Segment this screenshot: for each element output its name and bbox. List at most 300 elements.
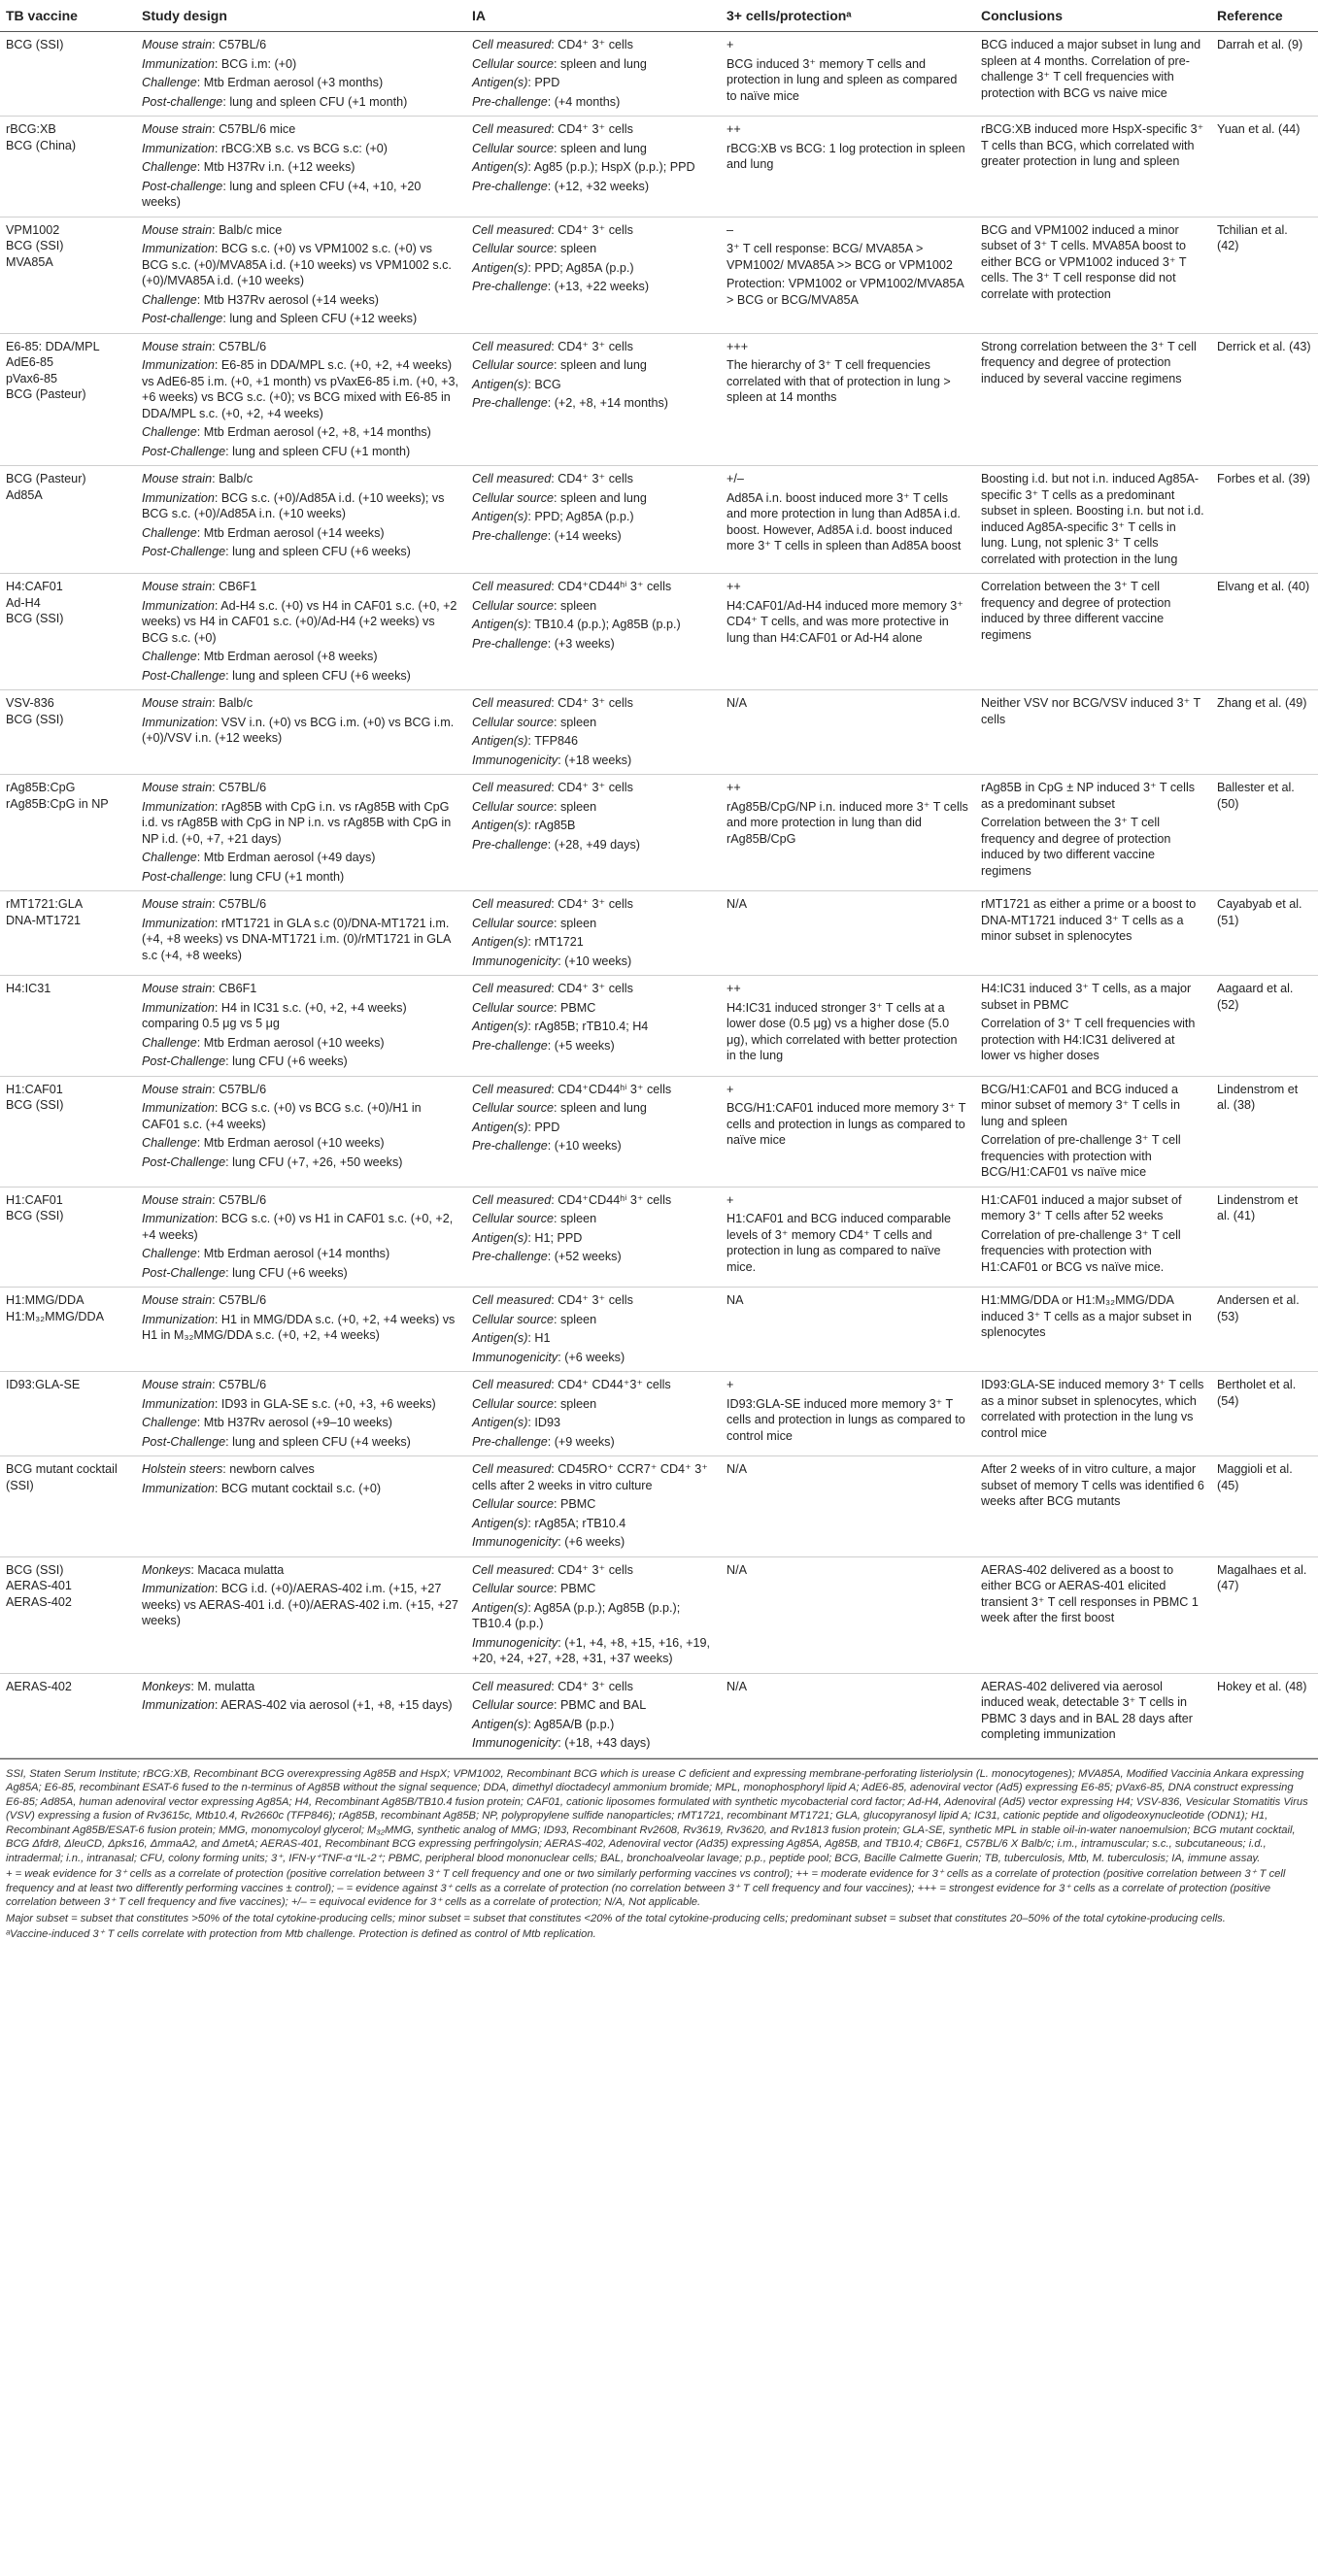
- ia-label: Antigen(s): [472, 1020, 528, 1033]
- cell-study-design: [136, 117, 466, 217]
- ia-entry: Cell measured: CD4⁺ 3⁺ cells: [472, 1679, 633, 1693]
- cell-conclusions: [975, 775, 1211, 891]
- cell-ia: [466, 217, 721, 333]
- protection-text: ++: [727, 580, 741, 593]
- ia-entry: Cell measured: CD4⁺ CD44⁺3⁺ cells: [472, 1378, 671, 1391]
- design-label: Challenge: [142, 525, 197, 540]
- vaccine-name: BCG mutant cocktail (SSI): [6, 1462, 118, 1492]
- ia-value: spleen and lung: [560, 490, 647, 505]
- vaccine-name: BCG (Pasteur): [6, 387, 86, 401]
- design-entry: Post-challenge: lung and spleen CFU (+4, +10, +20 weeks): [142, 179, 422, 209]
- ia-value: Ag85A/B (p.p.): [533, 1717, 615, 1731]
- ia-label: Pre-challenge: [472, 1139, 548, 1153]
- ia-value: (+13, +22 weeks): [554, 280, 650, 293]
- design-label: Post-Challenge: [142, 1434, 226, 1449]
- protection-text: H4:CAF01/Ad-H4 induced more memory 3⁺ CD4⁺ T cells, and was more protective in lung than H4:CAF01 or Ad-H4 alone: [727, 598, 963, 645]
- ia-value: CD4⁺ 3⁺ cells: [558, 1293, 633, 1307]
- design-value: C57BL/6: [219, 1192, 267, 1207]
- ia-entry: Pre-challenge: (+13, +22 weeks): [472, 280, 650, 293]
- reference-link[interactable]: Andersen et al. (53): [1217, 1293, 1300, 1323]
- cell-conclusions: [975, 333, 1211, 466]
- ia-label: Cellular source: [472, 1101, 554, 1115]
- design-entry: Challenge: Mtb Erdman aerosol (+10 weeks): [142, 1136, 385, 1150]
- table-row: [0, 1372, 1318, 1456]
- vaccine-name: DNA-MT1721: [6, 913, 81, 927]
- reference-link[interactable]: Forbes et al. (39): [1217, 472, 1310, 485]
- design-value: Ad-H4 s.c. (+0) vs H4 in CAF01 s.c. (+0, +2 weeks) vs H4 in CAF01 s.c. (+0)/Ad-H4 (+2 weeks) vs BCG s.c. (+0): [142, 598, 457, 645]
- reference-link[interactable]: Lindenstrom et al. (41): [1217, 1192, 1299, 1222]
- vaccine-name: AERAS-402: [6, 1594, 72, 1609]
- design-value: lung CFU (+1 month): [229, 869, 345, 884]
- ia-label: Cell measured: [472, 580, 552, 593]
- design-entry: Immunization: BCG s.c. (+0) vs VPM1002 s.c. (+0) vs BCG s.c. (+0)/MVA85A i.d. (+10 weeks) vs VPM1002 s.c. (+0)/MVA85A i.d. (+10 weeks): [142, 242, 452, 287]
- design-entry: Holstein steers: newborn calves: [142, 1462, 315, 1476]
- ia-label: Cell measured: [472, 1192, 552, 1207]
- design-value: rBCG:XB s.c. vs BCG s.c: (+0): [220, 141, 388, 155]
- vaccine-name: pVax6-85: [6, 371, 57, 385]
- table-row: [0, 1556, 1318, 1673]
- ia-entry: Cellular source: spleen: [472, 916, 597, 930]
- design-label: Immunization: [142, 598, 215, 613]
- cell-ia: [466, 1673, 721, 1757]
- design-label: Mouse strain: [142, 781, 213, 794]
- protection-text: 3⁺ T cell response: BCG/ MVA85A > VPM1002/ MVA85A >> BCG or VPM1002: [727, 242, 953, 272]
- design-label: Immunization: [142, 1582, 215, 1595]
- ia-value: BCG: [534, 377, 561, 391]
- ia-label: Cell measured: [472, 222, 552, 237]
- design-entry: Mouse strain: C57BL/6: [142, 897, 267, 911]
- header-conclusions: Conclusions: [975, 0, 1211, 32]
- vaccine-name: rAg85B:CpG in NP: [6, 796, 109, 811]
- design-label: Mouse strain: [142, 1378, 213, 1391]
- header-study-design: Study design: [136, 0, 466, 32]
- design-entry: Post-Challenge: lung and spleen CFU (+1 month): [142, 444, 411, 458]
- conclusions-text: rAg85B in CpG ± NP induced 3⁺ T cells as a predominant subset: [981, 781, 1196, 811]
- cell-study-design: [136, 333, 466, 466]
- ia-value: spleen: [560, 715, 597, 729]
- design-value: rAg85B with CpG i.n. vs rAg85B with CpG i.d. vs rAg85B with CpG in NP i.n. vs rAg85B with CpG in NP i.d. (+0, +7, +21 days): [142, 799, 452, 846]
- design-value: rMT1721 in GLA s.c (0)/DNA-MT1721 i.m. (+4, +8 weeks) vs DNA-MT1721 i.m. (0)/rMT1721 in GLA s.c (+4, +8 weeks): [142, 916, 451, 962]
- reference-link[interactable]: Bertholet et al. (54): [1217, 1378, 1297, 1408]
- design-entry: Post-Challenge: lung CFU (+6 weeks): [142, 1054, 348, 1068]
- protection-text: Ad85A i.n. boost induced more 3⁺ T cells and more protection in lung than Ad85A i.d. boost. However, Ad85A i.d. boost induced more 3⁺ T cells in spleen than Ad85A boost: [727, 490, 962, 552]
- cell-ia: [466, 1288, 721, 1372]
- design-entry: Immunization: H4 in IC31 s.c. (+0, +2, +4 weeks) comparing 0.5 μg vs 5 μg: [142, 1000, 407, 1030]
- reference-link[interactable]: Ballester et al. (50): [1217, 781, 1295, 811]
- ia-label: Cell measured: [472, 696, 552, 710]
- footnote: SSI, Staten Serum Institute; rBCG:XB, Recombinant BCG overexpressing Ag85B and HspX; VPM1002, Recombinant BCG which is urease C deficient and expressing membrane-perforating listeriolysin (L. monocytogenes); MVA85A, Modified Vaccinia Ankara expressing Ag85A; E6-85, recombinant ESAT-6 fused to the n-terminus of Ag85B without the signal sequence; DDA, dimethyl dioctadecyl ammonium bromide; MPL, monophosphoryl lipid A; AdE6-85, adenoviral vector (Ad5) expressing E6-85; pVax6-85, DNA construct expressing E6-85; Ad85A, human adenoviral vector expressing Ag85A; H4, Recombinant Ag85B/TB10.4 fusion protein; CAF01, cationic liposomes formulated with synthetic mycobacterial cord factor; Ad-H4, Adenoviral (Ad5) vector expressing H4; VSV-836, Vesicular Stomatitis Virus (VSV) expressing a fusion of Rv3615c, Mtb10.4, Rv2660c (TFP846); rAg85B, recombinant Ag85B; NP, polypropylene sulfide nanoparticles; rMT1721, recombinant MT1721; GLA, glucopyranosyl lipid A; IC31, cationic peptide and oligodeoxynucleotide (ODN1); H1, Recombinant Ag85B/ESAT-6 fusion protein; MMG, monomycoloyl glycerol; M₃₂MMG, synthetic analog of MMG; ID93, Recombinant Rv2608, Rv3619, Rv3620, and Rv1813 fusion protein; GLA-SE, synthetic MPL in stable oil-in-water nanoemulsion; BCG mutant cocktail, BCG Δfdr8, ΔleuCD, Δpks16, ΔmmaA2, and ΔmetA; AERAS-401, Recombinant BCG expressing perfringolysin; AERAS-402, Adenoviral vector (Ad35) expressing Ag85A, Ag85B, and TB10.4; CB6F1, C57BL/6 X Balb/c; i.m., intramuscular; s.c., subcutaneous; i.d., intradermal; i.n., intranasal; CFU, colony forming units; 3⁺, IFN-γ⁺TNF-α⁺IL-2⁺; PBMC, peripheral blood mononuclear cells; BAL, bronchoalveolar lavage; p.p., peptide pool; BCG, Bacille Calmette Guerin; TB, tuberculosis, Mtb, M. tuberculosis; IA, immune assay.: [6, 1767, 1308, 1864]
- design-entry: Mouse strain: C57BL/6: [142, 1378, 267, 1391]
- ia-entry: Cell measured: CD4⁺ 3⁺ cells: [472, 472, 633, 485]
- design-value: BCG i.m: (+0): [220, 56, 297, 71]
- ia-value: (+10 weeks): [564, 953, 632, 968]
- ia-entry: Cell measured: CD4⁺ 3⁺ cells: [472, 222, 633, 237]
- ia-value: spleen: [560, 1212, 597, 1225]
- design-label: Post-Challenge: [142, 668, 226, 683]
- table-row: [0, 466, 1318, 574]
- ia-label: Cell measured: [472, 781, 552, 794]
- ia-entry: Pre-challenge: (+52 weeks): [472, 1250, 622, 1263]
- vaccine-name: BCG (SSI): [6, 712, 64, 726]
- ia-value: spleen and lung: [560, 56, 647, 71]
- table-row: [0, 1187, 1318, 1288]
- cell-conclusions: [975, 574, 1211, 690]
- vaccine-name: rBCG:XB: [6, 122, 56, 136]
- ia-label: Cellular source: [472, 916, 554, 930]
- ia-value: spleen: [560, 916, 597, 930]
- ia-entry: Cellular source: spleen and lung: [472, 56, 647, 71]
- cell-reference: [1211, 976, 1318, 1077]
- protection-text: BCG induced 3⁺ memory T cells and protection in lung and spleen as compared to naïve mice: [727, 56, 958, 103]
- vaccine-name: BCG (Pasteur): [6, 472, 86, 485]
- design-label: Challenge: [142, 1247, 197, 1260]
- protection-text: ++: [727, 122, 741, 136]
- protection-text: ID93:GLA-SE induced more memory 3⁺ T cells and protection in lungs as compared to control mice: [727, 1396, 965, 1443]
- ia-entry: Antigen(s): Ag85 (p.p.); HspX (p.p.); PPD: [472, 160, 695, 174]
- design-entry: Challenge: Mtb Erdman aerosol (+49 days): [142, 851, 376, 864]
- ia-entry: Antigen(s): PPD; Ag85A (p.p.): [472, 260, 634, 275]
- vaccine-name: VSV-836: [6, 696, 54, 710]
- design-value: lung CFU (+6 weeks): [232, 1054, 348, 1068]
- ia-entry: Immunogenicity: (+18, +43 days): [472, 1736, 651, 1750]
- cell-reference: [1211, 1076, 1318, 1187]
- ia-entry: Pre-challenge: (+12, +32 weeks): [472, 179, 650, 193]
- ia-entry: Cellular source: PBMC: [472, 1497, 596, 1511]
- ia-label: Cellular source: [472, 1497, 554, 1511]
- ia-value: (+5 weeks): [554, 1038, 615, 1053]
- design-value: Balb/c: [219, 696, 253, 710]
- design-entry: Challenge: Mtb H37Rv aerosol (+9–10 weeks): [142, 1416, 392, 1429]
- cell-protection: [721, 217, 975, 333]
- design-value: Mtb Erdman aerosol (+3 months): [203, 76, 384, 89]
- design-entry: Immunization: VSV i.n. (+0) vs BCG i.m. (+0) vs BCG i.m. (+0)/VSV i.n. (+12 weeks): [142, 715, 455, 745]
- design-entry: Immunization: BCG i.m: (+0): [142, 56, 297, 71]
- ia-label: Cellular source: [472, 1698, 554, 1712]
- ia-entry: Cellular source: spleen and lung: [472, 358, 647, 372]
- table-row: [0, 1288, 1318, 1372]
- reference-link[interactable]: Elvang et al. (40): [1217, 580, 1310, 593]
- design-entry: Post-Challenge: lung CFU (+6 weeks): [142, 1265, 348, 1280]
- cell-study-design: [136, 1187, 466, 1288]
- cell-ia: [466, 466, 721, 574]
- design-entry: Mouse strain: CB6F1: [142, 982, 257, 995]
- ia-value: CD4⁺CD44ʰⁱ 3⁺ cells: [558, 580, 672, 593]
- table-row: [0, 217, 1318, 333]
- design-value: Mtb Erdman aerosol (+14 weeks): [203, 525, 385, 540]
- conclusions-text: BCG/H1:CAF01 and BCG induced a minor subset of memory 3⁺ T cells in lung and spleen: [981, 1082, 1180, 1128]
- reference-link[interactable]: Lindenstrom et al. (38): [1217, 1082, 1299, 1112]
- table-footnotes: [0, 1758, 1318, 1942]
- design-value: Mtb H37Rv aerosol (+14 weeks): [203, 292, 379, 307]
- design-entry: Immunization: ID93 in GLA-SE s.c. (+0, +3, +6 weeks): [142, 1396, 436, 1411]
- ia-label: Cellular source: [472, 358, 554, 372]
- cell-vaccine: [0, 976, 136, 1077]
- protection-text: BCG/H1:CAF01 induced more memory 3⁺ T cells and protection in lungs as compared to naïve mice: [727, 1101, 966, 1147]
- ia-value: CD4⁺CD44ʰⁱ 3⁺ cells: [558, 1192, 672, 1207]
- reference-link[interactable]: Maggioli et al. (45): [1217, 1462, 1293, 1492]
- ia-label: Cellular source: [472, 1396, 554, 1411]
- cell-conclusions: [975, 1556, 1211, 1673]
- ia-label: Cellular source: [472, 141, 554, 155]
- ia-label: Cellular source: [472, 598, 554, 613]
- ia-entry: Cellular source: spleen: [472, 242, 597, 255]
- design-value: Mtb H37Rv i.n. (+12 weeks): [203, 160, 355, 174]
- design-label: Immunization: [142, 56, 215, 71]
- vaccine-name: BCG (SSI): [6, 1562, 64, 1577]
- design-entry: Challenge: Mtb Erdman aerosol (+14 months): [142, 1247, 390, 1260]
- cell-reference: [1211, 775, 1318, 891]
- cell-ia: [466, 690, 721, 775]
- cell-vaccine: [0, 117, 136, 217]
- design-value: lung and spleen CFU (+6 weeks): [232, 545, 411, 558]
- ia-label: Immunogenicity: [472, 1535, 558, 1549]
- cell-conclusions: [975, 217, 1211, 333]
- ia-entry: Cell measured: CD4⁺CD44ʰⁱ 3⁺ cells: [472, 580, 672, 593]
- conclusions-text: Correlation between the 3⁺ T cell frequency and degree of protection induced by three different vaccine regimens: [981, 580, 1171, 642]
- conclusions-text: Correlation of pre-challenge 3⁺ T cell frequencies with protection with H1:CAF01 or BCG vs naïve mice.: [981, 1227, 1181, 1274]
- cell-study-design: [136, 1556, 466, 1673]
- reference-link[interactable]: Derrick et al. (43): [1217, 339, 1311, 353]
- design-value: Mtb Erdman aerosol (+49 days): [203, 851, 376, 864]
- design-entry: Post-challenge: lung and Spleen CFU (+12 weeks): [142, 312, 418, 325]
- ia-entry: Cellular source: spleen: [472, 1396, 597, 1411]
- ia-entry: Antigen(s): H1: [472, 1331, 551, 1345]
- ia-entry: Cell measured: CD45RO⁺ CCR7⁺ CD4⁺ 3⁺ cells after 2 weeks in vitro culture: [472, 1462, 708, 1492]
- vaccine-name: H4:CAF01: [6, 580, 63, 593]
- design-label: Post-Challenge: [142, 1265, 226, 1280]
- design-entry: Immunization: BCG mutant cocktail s.c. (+0): [142, 1481, 382, 1495]
- ia-value: rAg85A; rTB10.4: [534, 1516, 626, 1530]
- cell-protection: [721, 976, 975, 1077]
- design-entry: Mouse strain: C57BL/6: [142, 1293, 267, 1307]
- reference-link[interactable]: Cayabyab et al. (51): [1217, 897, 1302, 927]
- reference-link[interactable]: Yuan et al. (44): [1217, 122, 1301, 136]
- ia-value: PPD: [534, 1120, 560, 1134]
- design-value: C57BL/6: [219, 897, 267, 911]
- design-entry: Immunization: Ad-H4 s.c. (+0) vs H4 in CAF01 s.c. (+0, +2 weeks) vs H4 in CAF01 s.c. (+0)/Ad-H4 (+2 weeks) vs BCG s.c. (+0): [142, 598, 457, 645]
- ia-entry: Cellular source: PBMC: [472, 1582, 596, 1595]
- protection-text: +: [727, 1082, 734, 1096]
- cell-conclusions: [975, 1076, 1211, 1187]
- ia-label: Antigen(s): [472, 618, 528, 631]
- design-label: Mouse strain: [142, 897, 213, 911]
- ia-label: Immunogenicity: [472, 753, 558, 767]
- ia-value: (+28, +49 days): [554, 837, 640, 852]
- cell-protection: [721, 1456, 975, 1557]
- cell-study-design: [136, 1372, 466, 1456]
- design-label: Immunization: [142, 1312, 215, 1326]
- cell-protection: [721, 1288, 975, 1372]
- cell-ia: [466, 333, 721, 466]
- reference-link[interactable]: Hokey et al. (48): [1217, 1679, 1307, 1693]
- vaccine-name: ID93:GLA-SE: [6, 1378, 81, 1391]
- ia-label: Immunogenicity: [472, 1635, 558, 1650]
- design-value: BCG s.c. (+0) vs BCG s.c. (+0)/H1 in CAF01 s.c. (+4 weeks): [142, 1101, 422, 1131]
- reference-link[interactable]: Zhang et al. (49): [1217, 696, 1307, 710]
- cell-protection: [721, 466, 975, 574]
- design-label: Post-Challenge: [142, 444, 226, 458]
- table-row: [0, 1456, 1318, 1557]
- design-entry: Post-Challenge: lung CFU (+7, +26, +50 weeks): [142, 1154, 403, 1169]
- design-label: Holstein steers: [142, 1462, 223, 1476]
- footnote: Major subset = subset that constitutes >50% of the total cytokine-producing cells; minor subset = subset that constitutes <20% of the total cytokine-producing cells; predominant subset = subset that constitutes 20–50% of the total cytokine-producing cells.: [6, 1912, 1226, 1924]
- ia-entry: Antigen(s): Ag85A (p.p.); Ag85B (p.p.); TB10.4 (p.p.): [472, 1600, 681, 1630]
- design-value: lung and spleen CFU (+4 weeks): [232, 1434, 411, 1449]
- design-label: Mouse strain: [142, 1082, 213, 1096]
- design-value: C57BL/6: [219, 1082, 267, 1096]
- table-row: [0, 1076, 1318, 1187]
- design-value: lung and spleen CFU (+6 weeks): [232, 668, 411, 683]
- ia-entry: Cell measured: CD4⁺ 3⁺ cells: [472, 897, 633, 911]
- ia-label: Immunogenicity: [472, 1350, 558, 1364]
- cell-protection: [721, 574, 975, 690]
- ia-label: Pre-challenge: [472, 1038, 548, 1053]
- design-entry: Immunization: rAg85B with CpG i.n. vs rAg85B with CpG i.d. vs rAg85B with CpG in NP i.n. vs rAg85B with CpG in NP i.d. (+0, +7, +21 days): [142, 799, 452, 846]
- design-entry: Challenge: Mtb Erdman aerosol (+10 weeks): [142, 1035, 385, 1050]
- ia-value: Ag85 (p.p.); HspX (p.p.); PPD: [533, 160, 695, 174]
- design-label: Challenge: [142, 292, 197, 307]
- vaccine-name: AERAS-401: [6, 1579, 72, 1592]
- design-entry: Mouse strain: C57BL/6: [142, 781, 267, 794]
- design-entry: Immunization: BCG s.c. (+0) vs H1 in CAF01 s.c. (+0, +2, +4 weeks): [142, 1212, 454, 1242]
- ia-label: Cellular source: [472, 56, 554, 71]
- table-row: [0, 891, 1318, 976]
- cell-protection: [721, 1372, 975, 1456]
- ia-label: Antigen(s): [472, 510, 528, 523]
- design-value: M. mulatta: [197, 1679, 255, 1693]
- ia-entry: Antigen(s): rAg85A; rTB10.4: [472, 1516, 626, 1530]
- ia-entry: Cell measured: CD4⁺ 3⁺ cells: [472, 38, 633, 51]
- design-entry: Mouse strain: Balb/c: [142, 472, 253, 485]
- ia-entry: Antigen(s): PPD; Ag85A (p.p.): [472, 510, 634, 523]
- ia-entry: Immunogenicity: (+10 weeks): [472, 953, 632, 968]
- design-value: Mtb Erdman aerosol (+10 weeks): [203, 1136, 385, 1150]
- cell-study-design: [136, 690, 466, 775]
- ia-value: CD4⁺ CD44⁺3⁺ cells: [558, 1378, 671, 1391]
- design-entry: Immunization: BCG s.c. (+0) vs BCG s.c. (+0)/H1 in CAF01 s.c. (+4 weeks): [142, 1101, 422, 1131]
- design-value: C57BL/6: [219, 1293, 267, 1307]
- design-label: Mouse strain: [142, 580, 213, 593]
- vaccine-name: BCG (SSI): [6, 1098, 64, 1112]
- ia-entry: Cell measured: CD4⁺ 3⁺ cells: [472, 781, 633, 794]
- design-label: Challenge: [142, 160, 197, 174]
- reference-link[interactable]: Magalhaes et al. (47): [1217, 1562, 1307, 1592]
- conclusions-text: BCG and VPM1002 induced a minor subset of 3⁺ T cells. MVA85A boost to either BCG or VPM1002 induced 3⁺ T cells. The 3⁺ T cell response did not correlate with protection: [981, 222, 1187, 301]
- conclusions-text: H4:IC31 induced 3⁺ T cells, as a major subset in PBMC: [981, 982, 1192, 1012]
- ia-entry: Cellular source: spleen and lung: [472, 141, 647, 155]
- design-label: Mouse strain: [142, 982, 213, 995]
- cell-ia: [466, 32, 721, 117]
- design-value: C57BL/6: [219, 781, 267, 794]
- cell-reference: [1211, 1372, 1318, 1456]
- design-label: Post-Challenge: [142, 545, 226, 558]
- ia-label: Cell measured: [472, 38, 552, 51]
- reference-link[interactable]: Aagaard et al. (52): [1217, 982, 1294, 1012]
- ia-entry: Cell measured: CD4⁺ 3⁺ cells: [472, 339, 633, 353]
- ia-label: Antigen(s): [472, 1516, 528, 1530]
- table-body: [0, 32, 1318, 1758]
- cell-protection: [721, 1187, 975, 1288]
- ia-value: spleen and lung: [560, 358, 647, 372]
- cell-vaccine: [0, 690, 136, 775]
- design-label: Mouse strain: [142, 122, 213, 136]
- ia-value: (+4 months): [554, 94, 621, 109]
- ia-label: Antigen(s): [472, 260, 528, 275]
- ia-value: CD4⁺ 3⁺ cells: [558, 897, 633, 911]
- ia-label: Pre-challenge: [472, 636, 548, 651]
- design-label: Mouse strain: [142, 38, 213, 51]
- cell-vaccine: [0, 466, 136, 574]
- design-entry: Mouse strain: C57BL/6 mice: [142, 122, 296, 136]
- ia-value: CD4⁺ 3⁺ cells: [558, 696, 633, 710]
- table-row: [0, 32, 1318, 117]
- ia-entry: Cell measured: CD4⁺ 3⁺ cells: [472, 122, 633, 136]
- design-entry: Challenge: Mtb H37Rv i.n. (+12 weeks): [142, 160, 355, 174]
- ia-value: PBMC: [560, 1000, 596, 1015]
- ia-value: CD4⁺ 3⁺ cells: [558, 222, 633, 237]
- ia-entry: Pre-challenge: (+28, +49 days): [472, 837, 640, 852]
- ia-entry: Immunogenicity: (+18 weeks): [472, 753, 632, 767]
- ia-value: CD4⁺ 3⁺ cells: [558, 1562, 633, 1577]
- cell-ia: [466, 117, 721, 217]
- ia-entry: Pre-challenge: (+2, +8, +14 months): [472, 396, 668, 410]
- cell-conclusions: [975, 690, 1211, 775]
- design-label: Challenge: [142, 1136, 197, 1150]
- ia-value: CD45RO⁺ CCR7⁺ CD4⁺ 3⁺ cells after 2 weeks in vitro culture: [472, 1462, 708, 1492]
- cell-vaccine: [0, 574, 136, 690]
- ia-label: Cellular source: [472, 1000, 554, 1015]
- ia-entry: Antigen(s): TB10.4 (p.p.); Ag85B (p.p.): [472, 618, 681, 631]
- ia-label: Antigen(s): [472, 76, 528, 89]
- cell-conclusions: [975, 1288, 1211, 1372]
- reference-link[interactable]: Darrah et al. (9): [1217, 38, 1303, 51]
- cell-vaccine: [0, 1372, 136, 1456]
- cell-study-design: [136, 775, 466, 891]
- design-value: H4 in IC31 s.c. (+0, +2, +4 weeks) comparing 0.5 μg vs 5 μg: [142, 1000, 407, 1030]
- ia-value: rMT1721: [534, 935, 584, 949]
- reference-link[interactable]: Tchilian et al. (42): [1217, 222, 1288, 252]
- ia-label: Antigen(s): [472, 819, 528, 832]
- ia-value: H1; PPD: [534, 1230, 583, 1245]
- cell-conclusions: [975, 1187, 1211, 1288]
- design-value: CB6F1: [219, 580, 257, 593]
- design-label: Immunization: [142, 358, 215, 372]
- ia-label: Antigen(s): [472, 377, 528, 391]
- design-value: lung and spleen CFU (+1 month): [232, 444, 411, 458]
- ia-label: Pre-challenge: [472, 1434, 548, 1449]
- design-label: Monkeys: [142, 1562, 191, 1577]
- cell-reference: [1211, 1673, 1318, 1757]
- vaccine-name: rAg85B:CpG: [6, 781, 76, 794]
- cell-reference: [1211, 891, 1318, 976]
- design-label: Immunization: [142, 242, 215, 255]
- cell-vaccine: [0, 1556, 136, 1673]
- ia-label: Antigen(s): [472, 935, 528, 949]
- design-entry: Challenge: Mtb Erdman aerosol (+2, +8, +14 months): [142, 425, 431, 439]
- ia-entry: Antigen(s): rAg85B; rTB10.4; H4: [472, 1020, 649, 1033]
- design-entry: Post-challenge: lung CFU (+1 month): [142, 869, 345, 884]
- design-entry: Immunization: rMT1721 in GLA s.c (0)/DNA-MT1721 i.m. (+4, +8 weeks) vs DNA-MT1721 i.m. (0)/rMT1721 in GLA s.c (+4, +8 weeks): [142, 916, 451, 962]
- ia-value: rAg85B: [534, 819, 576, 832]
- ia-label: Cell measured: [472, 1679, 552, 1693]
- ia-label: Cell measured: [472, 897, 552, 911]
- design-label: Mouse strain: [142, 1293, 213, 1307]
- design-value: ID93 in GLA-SE s.c. (+0, +3, +6 weeks): [220, 1396, 436, 1411]
- conclusions-text: AERAS-402 delivered via aerosol induced weak, detectable 3⁺ T cells in PBMC 3 days and in BAL 28 days after completing immunization: [981, 1679, 1193, 1741]
- design-label: Challenge: [142, 425, 197, 439]
- protection-text: rAg85B/CpG/NP i.n. induced more 3⁺ T cells and more protection in lung than did rAg85B/CpG: [727, 799, 968, 846]
- conclusions-text: AERAS-402 delivered as a boost to either BCG or AERAS-401 elicited transient 3⁺ T cell responses in PBMC 1 week after the first boost: [981, 1562, 1199, 1624]
